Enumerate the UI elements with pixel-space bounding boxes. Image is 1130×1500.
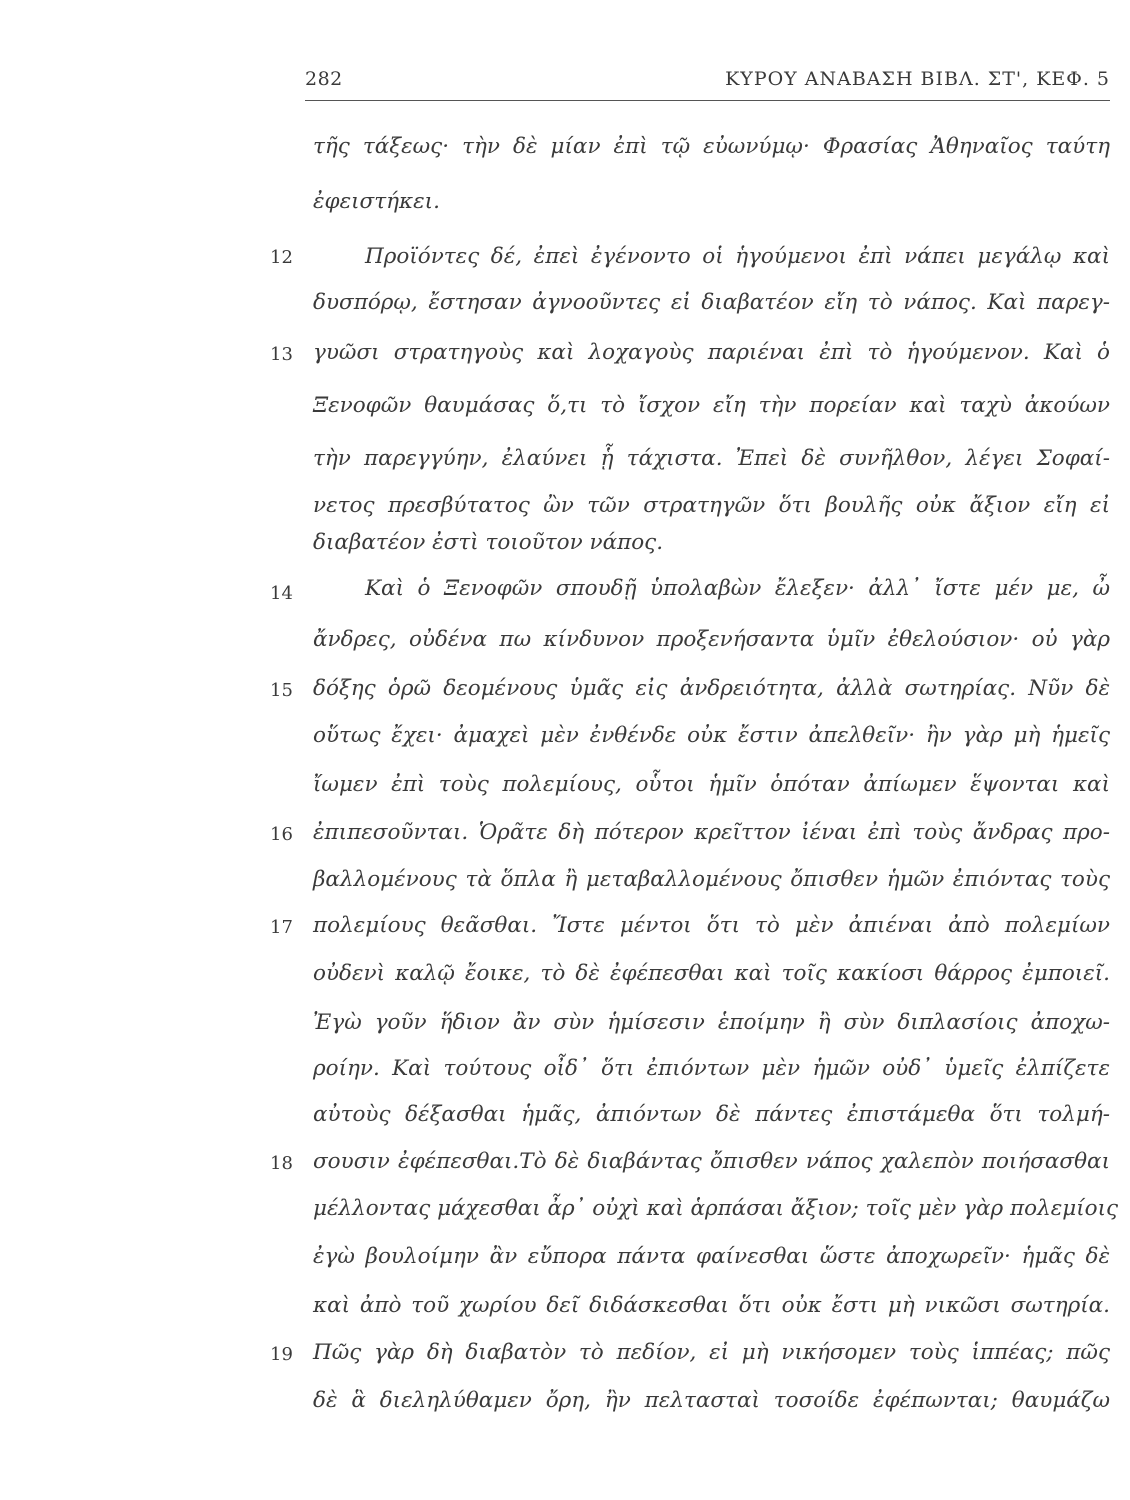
text-line: ἐπιπεσοῦνται. Ὁρᾶτε δὴ πότερον κρεῖττον ἰέναι ἐπὶ τοὺς ἄνδρας προ-	[313, 820, 1110, 845]
text-line: δυσπόρῳ, ἔστησαν ἀγνοοῦντες εἰ διαβατέον εἴη τὸ νάπος. Καὶ παρεγ-	[313, 290, 1110, 315]
text-line: Ἐγὼ γοῦν ἥδιον ἂν σὺν ἡμίσεσιν ἑποίμην ἢ σὺν διπλασίοις ἀποχω-	[313, 1010, 1110, 1035]
text-line: Πῶς γὰρ δὴ διαβατὸν τὸ πεδίον, εἰ μὴ νικήσομεν τοὺς ἱππέας; πῶς	[313, 1340, 1110, 1365]
section-number: 15	[270, 680, 293, 701]
text-line: Καὶ ὁ Ξενοφῶν σπουδῇ ὑπολαβὼν ἔλεξεν· ἀλλ᾽ ἴστε μέν με, ὦ	[365, 576, 1110, 601]
page-number: 282	[305, 68, 343, 90]
text-line: ἐγὼ βουλοίμην ἂν εὔπορα πάντα φαίνεσθαι ὥστε ἀποχωρεῖν· ἡμᾶς δὲ	[313, 1244, 1110, 1269]
text-line: δὲ ἃ διεληλύθαμεν ὄρη, ἢν πελτασταὶ τοσοίδε ἐφέπωνται; θαυμάζω	[313, 1388, 1110, 1413]
text-line: Ξενοφῶν θαυμάσας ὅ,τι τὸ ἴσχον εἴη τὴν πορείαν καὶ ταχὺ ἀκούων	[313, 393, 1110, 418]
text-line: οὐδενὶ καλῷ ἔοικε, τὸ δὲ ἐφέπεσθαι καὶ τοῖς κακίοσι θάρρος ἐμποιεῖ.	[313, 961, 1110, 986]
section-number: 18	[270, 1153, 293, 1174]
section-number: 19	[270, 1344, 293, 1365]
text-line: τὴν παρεγγύην, ἐλαύνει ᾗ τάχιστα. Ἐπεὶ δὲ συνῆλθον, λέγει Σοφαί-	[313, 446, 1110, 471]
text-line: βαλλομένους τὰ ὅπλα ἢ μεταβαλλομένους ὄπισθεν ἡμῶν ἐπιόντας τοὺς	[313, 867, 1110, 892]
text-line: μέλλοντας μάχεσθαι ἆρ᾽ οὐχὶ καὶ ἁρπάσαι ἄξιον; τοῖς μὲν γὰρ πολεμίοις	[313, 1196, 1119, 1221]
text-line: πολεμίους θεᾶσθαι. Ἴστε μέντοι ὅτι τὸ μὲν ἀπιέναι ἀπὸ πολεμίων	[313, 913, 1110, 938]
text-line: νετος πρεσβύτατος ὢν τῶν στρατηγῶν ὅτι βουλῆς οὐκ ἄξιον εἴη εἰ	[313, 493, 1110, 518]
text-line: διαβατέον ἐστὶ τοιοῦτον νάπος.	[313, 530, 664, 555]
text-line: δόξης ὁρῶ δεομένους ὑμᾶς εἰς ἀνδρειότητα, ἀλλὰ σωτηρίας. Νῦν δὲ	[313, 676, 1110, 701]
text-line: ἐφειστήκει.	[313, 189, 440, 214]
section-number: 17	[270, 917, 293, 938]
section-number: 14	[270, 583, 293, 604]
running-title: ΚΥΡΟΥ ΑΝΑΒΑΣΗ ΒΙΒΛ. ΣΤ', ΚΕΦ. 5	[725, 68, 1110, 90]
text-line: ἄνδρες, οὐδένα πω κίνδυνον προξενήσαντα ὑμῖν ἐθελούσιον· οὐ γὰρ	[313, 627, 1110, 652]
text-line: οὕτως ἔχει· ἀμαχεὶ μὲν ἐνθένδε οὐκ ἔστιν ἀπελθεῖν· ἢν γὰρ μὴ ἡμεῖς	[313, 723, 1110, 748]
text-line: καὶ ἀπὸ τοῦ χωρίου δεῖ διδάσκεσθαι ὅτι οὐκ ἔστι μὴ νικῶσι σωτηρία.	[313, 1293, 1110, 1318]
text-line: γυῶσι στρατηγοὺς καὶ λοχαγοὺς παριέναι ἐπὶ τὸ ἡγούμενον. Καὶ ὁ	[313, 340, 1110, 365]
section-number: 12	[270, 247, 293, 268]
section-number: 16	[270, 824, 293, 845]
text-line: αὐτοὺς δέξασθαι ἡμᾶς, ἀπιόντων δὲ πάντες ἐπιστάμεθα ὅτι τολμή-	[313, 1102, 1110, 1127]
text-line: σουσιν ἐφέπεσθαι.Τὸ δὲ διαβάντας ὄπισθεν νάπος χαλεπὸν ποιήσασθαι	[313, 1149, 1110, 1174]
text-line: ροίην. Καὶ τούτους οἶδ᾽ ὅτι ἐπιόντων μὲν ἡμῶν οὐδ᾽ ὑμεῖς ἐλπίζετε	[313, 1056, 1110, 1081]
text-line: τῆς τάξεως· τὴν δὲ μίαν ἐπὶ τῷ εὐωνύμῳ· Φρασίας Ἀθηναῖος ταύτη	[313, 134, 1110, 159]
text-line: ἴωμεν ἐπὶ τοὺς πολεμίους, οὗτοι ἡμῖν ὁπόταν ἀπίωμεν ἕψονται καὶ	[313, 772, 1110, 797]
section-number: 13	[270, 344, 293, 365]
text-line: Προϊόντες δέ, ἐπεὶ ἐγένοντο οἱ ἡγούμενοι ἐπὶ νάπει μεγάλῳ καὶ	[365, 244, 1110, 269]
